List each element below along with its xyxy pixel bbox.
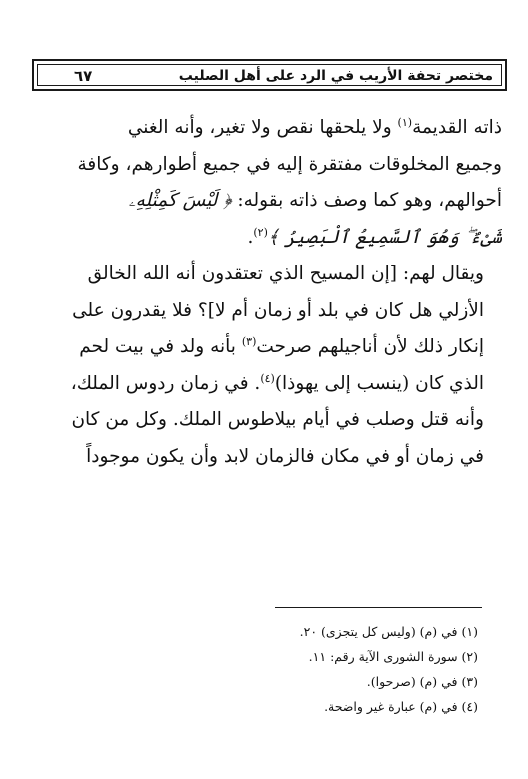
footnote: (٢) سورة الشورى الآية رقم: ١١. [308, 649, 478, 664]
text-segment: ذاته القديمة [412, 117, 502, 138]
text-line [40, 366, 502, 403]
text-segment: ولا يلحقها نقص ولا تغير، وأنه الغني [127, 117, 398, 138]
text-line: ويقال لهم: [إن المسيح الذي تعتقدون أنه الله الخالق [87, 263, 484, 284]
text-segment: . في زمان ردوس الملك، [70, 372, 261, 394]
main-text [40, 110, 502, 475]
quran-quote: ﴿ لَيْسَ كَمِثْلِهِۦ [128, 190, 232, 211]
text-segment: بأنه ولد في بيت لحم [79, 336, 242, 357]
footnote: (١) في (م) (وليس كل يتجزى) ٢٠. [299, 624, 478, 639]
quran-quote: شَىْءٌ ۖ وَهُوَ ٱلسَّمِيعُ ٱلْبَصِيرُ ﴾ [267, 226, 502, 248]
running-header-inner-border [37, 64, 502, 86]
text-line: في زمان أو في مكان فالزمان لابد وأن يكون موجوداً [86, 445, 484, 467]
text-line [40, 110, 502, 147]
text-line [40, 183, 502, 220]
running-title: مختصر تحفة الأريب في الرد على أهل الصليب [178, 68, 493, 84]
text-line: وجميع المخلوقات مفتقرة إليه في جميع أطوارهم، وكافة [77, 153, 502, 175]
text-segment: إنكار ذلك لأن أناجيلهم صرحت [256, 336, 484, 357]
footnote: (٤) في (م) عبارة غير واضحة. [324, 699, 478, 714]
footnote-ref: (٣) [241, 334, 257, 348]
footnotes [178, 619, 478, 719]
text-line: الأزلي هل كان في بلد أو زمان أم لا]؟ فلا يقدرون على [72, 299, 484, 321]
footnote-divider [275, 607, 482, 608]
footnote: (٣) في (م) (صرحوا). [366, 674, 478, 689]
text-line [40, 220, 502, 257]
text-segment: أحوالهم، وهو كما وصف ذاته بقوله: [231, 190, 502, 211]
running-header-frame [32, 59, 507, 91]
text-segment: الذي كان (ينسب إلى يهوذا) [274, 372, 484, 394]
page-number: ٦٧ [74, 67, 93, 85]
footnote-ref: (٤) [260, 371, 275, 385]
paragraph-2 [40, 256, 502, 475]
footnote-ref: (٢) [253, 225, 268, 239]
paragraph-1 [40, 110, 502, 256]
footnote-ref: (١) [397, 115, 413, 129]
text-segment: . [247, 226, 254, 248]
text-line [40, 329, 502, 366]
text-line: وأنه قتل وصلب في أيام بيلاطوس الملك. وكل من كان [71, 409, 484, 430]
